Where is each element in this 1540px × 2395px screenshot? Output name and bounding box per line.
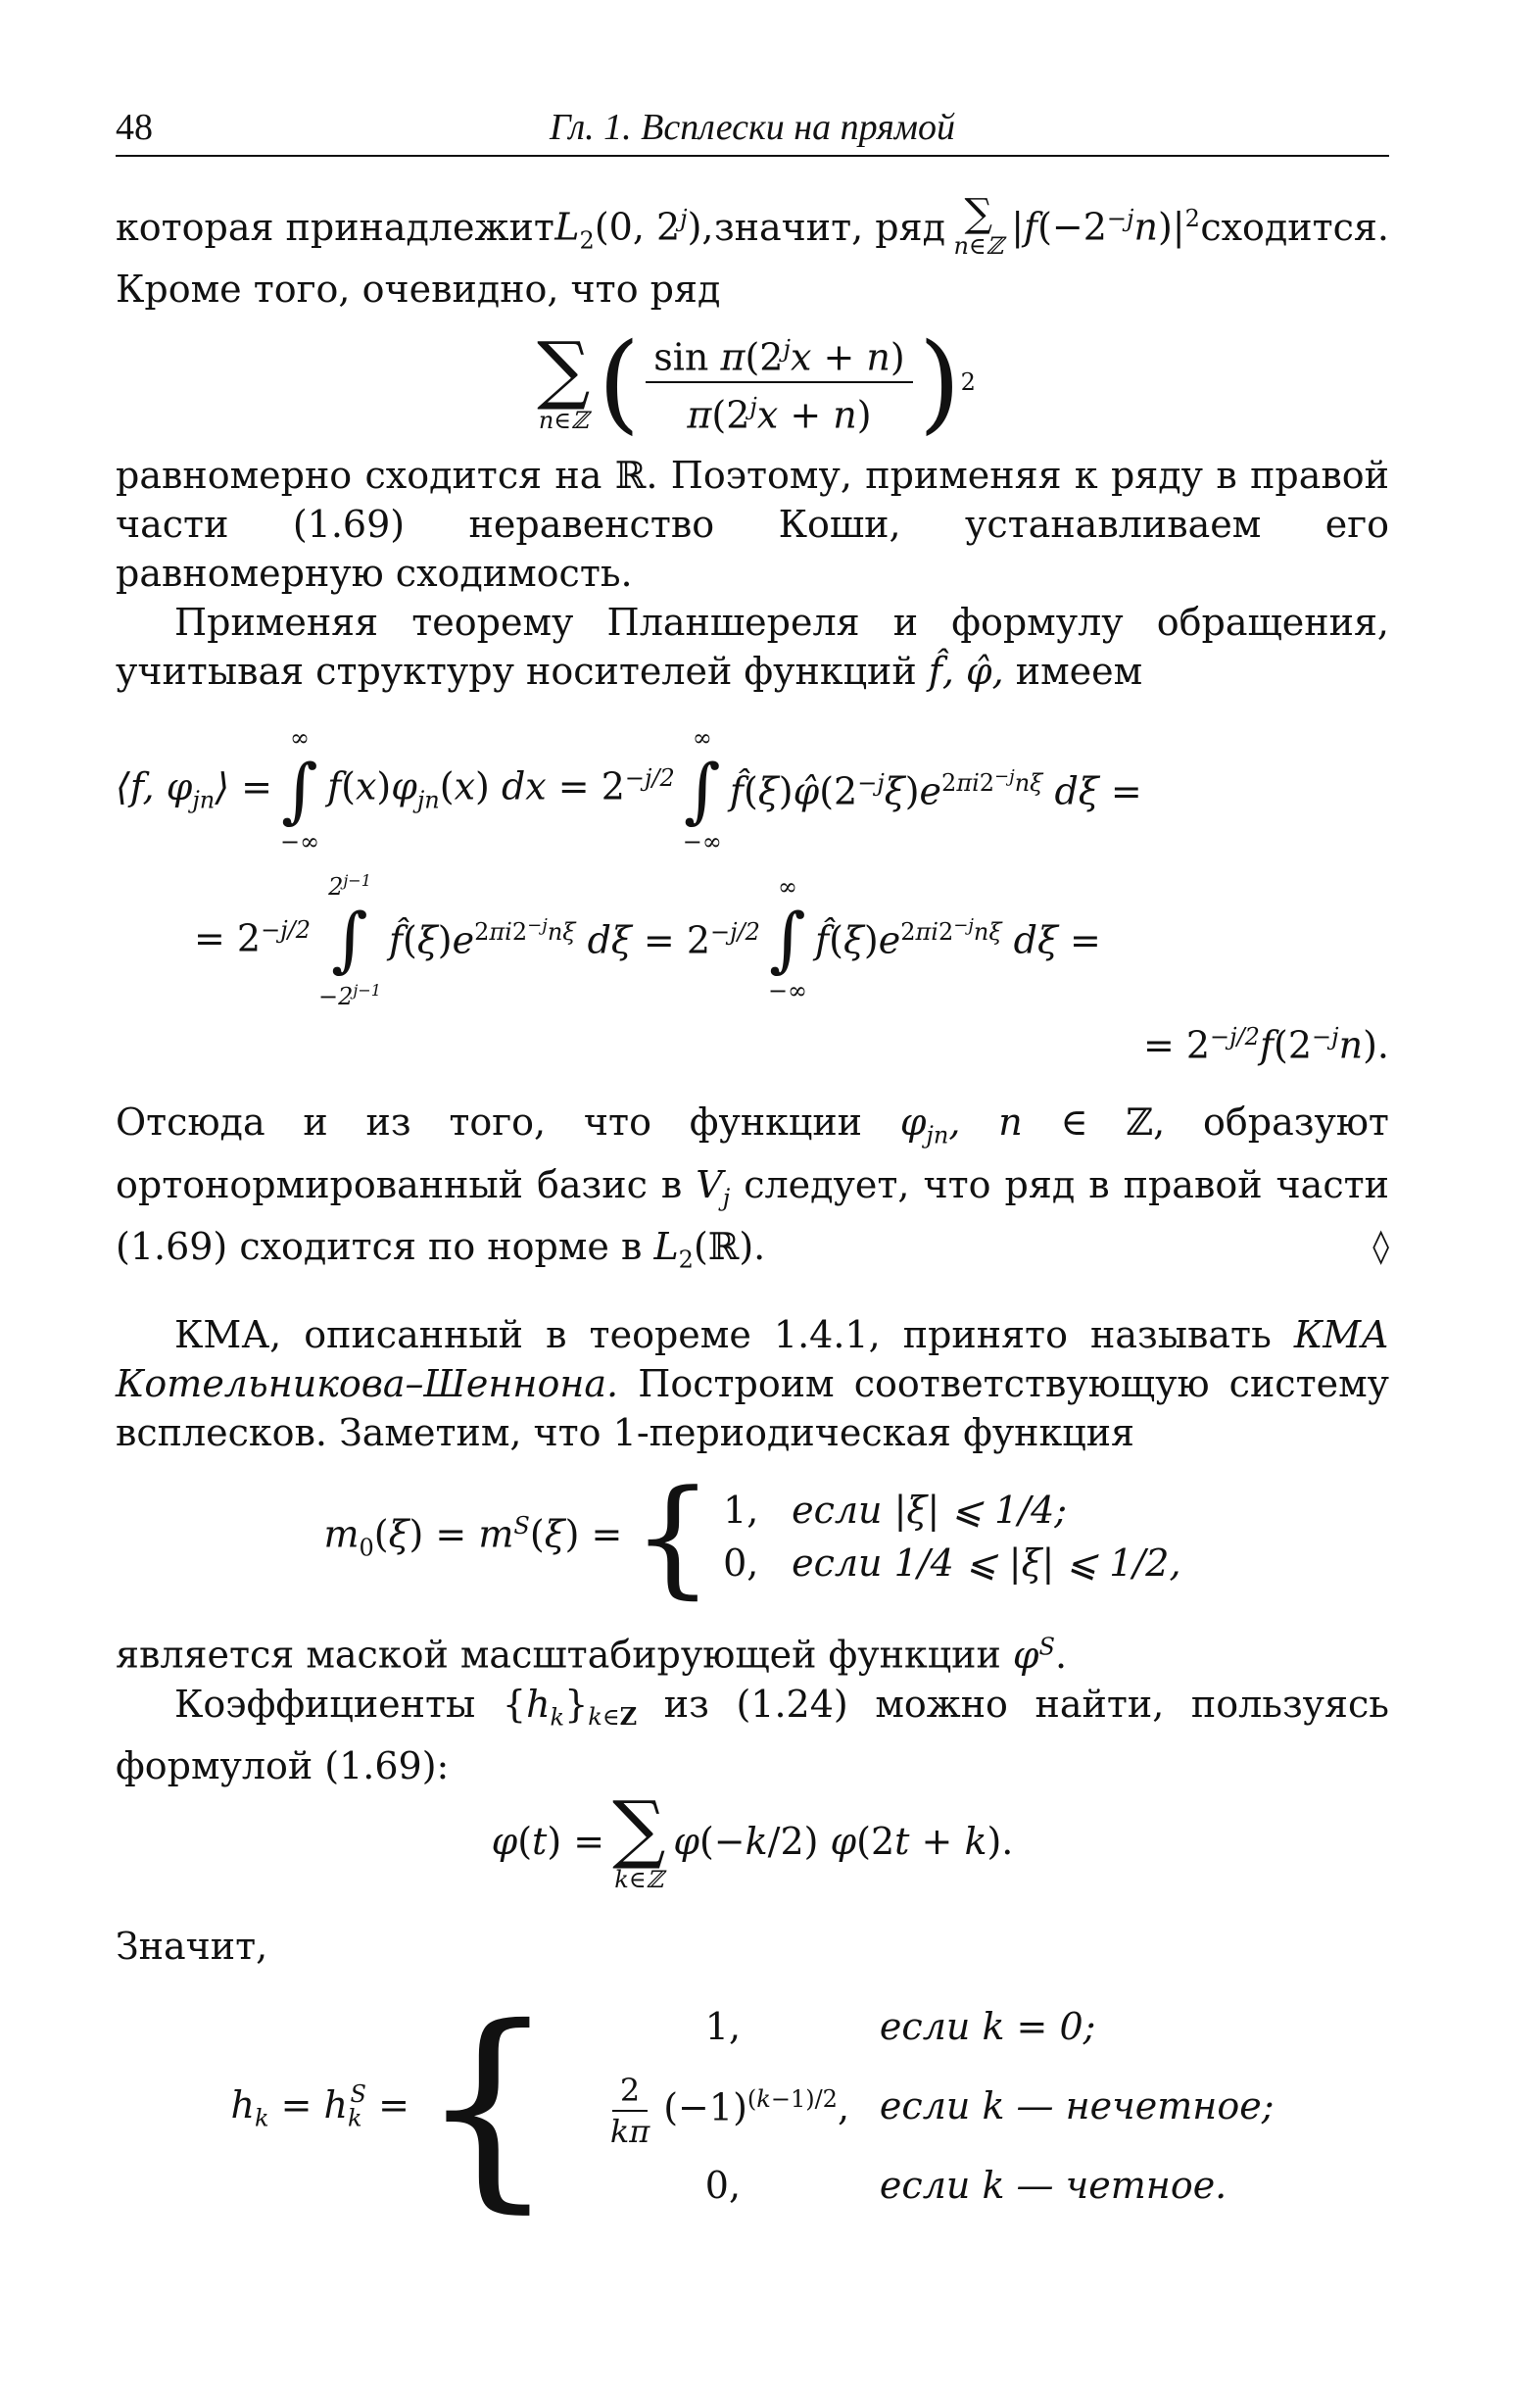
equation-hk-coefficients: $h_k = h_k^S$ = { 1, если k = 0; $\frac{2}{k\pi}$ $(-1)^{(k-1)/2}$, если k — нечетное; 0, если k — четное. [230, 1980, 1275, 2232]
paragraph-5: КМА, описанный в теореме 1.4.1, принято называть КМА Котельникова–Шеннона. Построим соответствующую систему всплесков. Заметим, что 1-периодическая функция [116, 1313, 1389, 1454]
page [116, 106, 1389, 2235]
page-number: 48 [116, 107, 153, 148]
paragraph-6: является маской масштабирующей функции $\varphi^S$. [116, 1633, 1068, 1677]
equation-refinement: φ(t) = ∑ k∈ℤ φ(−k/2) φ(2t + k). [491, 1784, 1014, 1894]
paragraph-2: равномерно сходится на ℝ. Поэтому, применяя к ряду в правой части (1.69) неравенство Коши, устанавливаем его равномерную сходимость. [116, 453, 1389, 595]
equation-inner-product-line-3: = $2^{-j/2}f(2^{-j}n)$. [1142, 1022, 1389, 1067]
paragraph-8: Значит, [116, 1925, 268, 1969]
paragraph-3: Применяя теорему Планшереля и формулу обращения, учитывая структуру носителей функций f̂, φ̂, имеем [116, 600, 1389, 693]
math-l2-space: $L_2(0$, 2$^j$), [554, 205, 714, 255]
math-series-abs-f: ∑ n∈ℤ $|f(-2^{-j}n)|^2$ [953, 191, 1200, 260]
math-fhat-phihat: f̂, φ̂, [928, 649, 1004, 693]
paragraph-1-line-1: которая принадлежит $L_2(0$, 2$^j$), значит, ряд ∑ n∈ℤ $|f(-2^{-j}n)|^2$ сходится. [116, 194, 1389, 265]
running-title: Гл. 1. Всплески на прямой [549, 107, 956, 148]
emphasis-kma-name: КМА Котельникова–Шеннона. [116, 1313, 1389, 1405]
qed-symbol: ◊ [1372, 1227, 1389, 1267]
paragraph-7: Коэффициенты $\{h_k\}_{k\in Z}$ из (1.24) можно найти, пользуясь формулой (1.69): [116, 1682, 1389, 1788]
equation-inner-product-line-1: ⟨f, $\varphi_{jn}⟩$ = ∞ ∫ −∞ $f(x)\varphi_{jn}(x)$ dx = $2^{-j/2}$ ∞ ∫ −∞ $f̂(\xi)\varphî(2^{-j}\xi)e^{2\pi i2^{-j}n\xi}$ dξ = [116, 723, 1142, 855]
equation-mask-m0: $m_0(\xi) = m^S(\xi)$ = { 1, если |ξ| ⩽ 1/4; 0, если 1/4 ⩽ |ξ| ⩽ 1/2, [323, 1462, 1181, 1611]
paragraph-4: Отсюда и из того, что функции $\varphi_{jn}$, n ∈ ℤ, образуют ортонормированный базис в $V_j$ следует, что ряд в правой части (1.69) сходится по норме в $L_2(ℝ)$. ◊ [116, 1100, 1389, 1274]
equation-sinc-series: ∑ n∈ℤ ( $\frac{\sin \pi(2^jx + n)}{\pi(2^jx + n)}$ ) 2 [537, 318, 976, 445]
paragraph-1-line-2: Кроме того, очевидно, что ряд [116, 268, 721, 312]
page-header [116, 106, 1389, 157]
equation-inner-product-line-2: = $2^{-j/2}$ $2^{j-1}$ ∫ $-2^{j-1}$ $f̂(\xi)e^{2\pi i2^{-j}n\xi}$ $d\xi = 2^{-j/2}$ ∞ ∫ −∞ $f̂(\xi)e^{2\pi i2^{-j}n\xi}$ dξ = [194, 870, 1101, 1010]
